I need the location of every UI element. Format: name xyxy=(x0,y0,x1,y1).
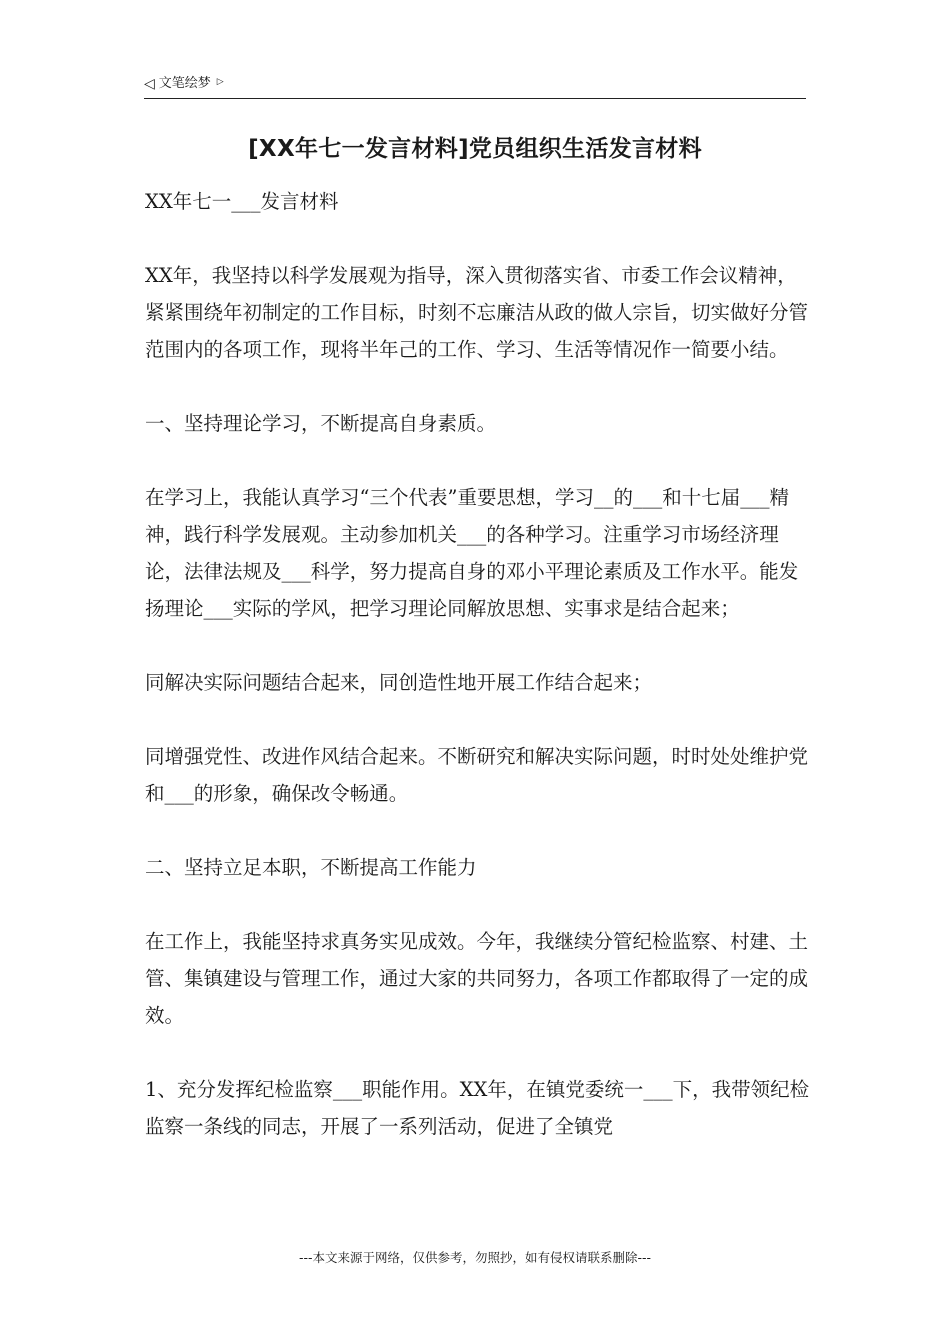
work-paragraph: 在工作上，我能坚持求真务实见成效。今年，我继续分管纪检监察、村建、土管、集镇建设与管理工作，通过大家的共同努力，各项工作都取得了一定的成效。 xyxy=(145,930,809,1027)
page-footer-disclaimer: ---本文来源于网络，仅供参考，勿照抄，如有侵权请联系删除--- xyxy=(298,1250,652,1265)
subtitle-paragraph: XX年七一___发言材料 xyxy=(145,190,339,213)
left-triangle-icon: ◁ xyxy=(144,76,155,92)
right-triangle-icon: ▷ xyxy=(216,77,224,87)
item-1-paragraph: 1、充分发挥纪检监察___职能作用。XX年，在镇党委统一___下，我带领纪检监察一条线的同志，开展了一系列活动，促进了全镇党 xyxy=(145,1078,810,1138)
section-heading-1: 一、坚持理论学习，不断提高自身素质。 xyxy=(145,412,497,435)
intro-paragraph: XX年，我坚持以科学发展观为指导，深入贯彻落实省、市委工作会议精神，紧紧围绕年初制定的工作目标，时刻不忘廉洁从政的做人宗旨，切实做好分管范围内的各项工作，现将半年己的工作、学习、生活等情况作一简要小结。 xyxy=(145,264,809,361)
page-header xyxy=(144,72,806,99)
brand-name: 文笔绘梦 xyxy=(158,76,211,91)
combine-paragraph-2: 同增强党性、改进作风结合起来。不断研究和解决实际问题，时时处处维护党和___的形象，确保改令畅通。 xyxy=(145,745,809,805)
document-body xyxy=(145,183,810,1145)
combine-paragraph-1: 同解决实际问题结合起来，同创造性地开展工作结合起来； xyxy=(145,671,653,694)
document-title: [XX年七一发言材料]党员组织生活发言材料 xyxy=(248,136,702,162)
study-paragraph: 在学习上，我能认真学习“三个代表”重要思想，学习__的___和十七届___精神，践行科学发展观。主动参加机关___的各种学习。注重学习市场经济理论，法律法规及___科学，努力提高自身的邓小平理论素质及工作水平。能发扬理论___实际的学风，把学习理论同解放思想、实事求是结合起来； xyxy=(145,486,799,620)
section-heading-2: 二、坚持立足本职，不断提高工作能力 xyxy=(145,856,477,879)
